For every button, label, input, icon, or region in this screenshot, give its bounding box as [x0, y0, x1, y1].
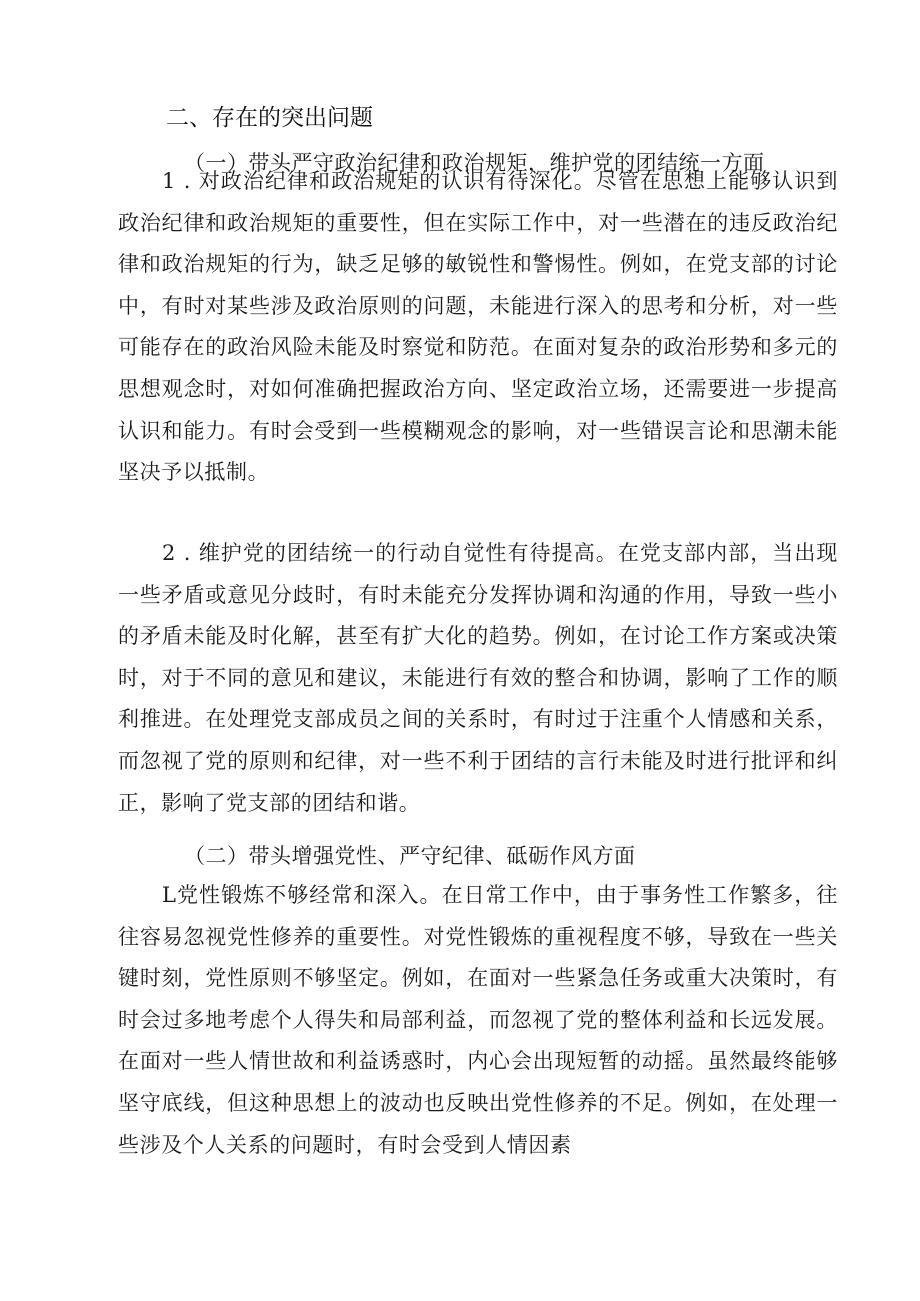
subsection-1-title: （一）带头严守政治纪律和政治规矩，维护党的团结统一方面: [184, 151, 765, 175]
section-title: 二、存在的突出问题: [166, 105, 373, 131]
subsection-2-title: （二）带头增强党性、严守纪律、砥砺作风方面: [184, 844, 636, 868]
paragraph-1-2: 2 . 维护党的团结统一的行动自觉性有待提高。在党支部内部，当出现一些矛盾或意见分歧时，有时未能充分发挥协调和沟通的作用，导致一些小的矛盾未能及时化解，甚至有扩大化的趋势。例如，在讨论工作方案或决策时，对于不同的意见和建议，未能进行有效的整合和协调，影响了工作的顺利推进。在处理党支部成员之间的关系时，有时过于注重个人情感和关系，而忽视了党的原则和纪律，对一些不利于团结的言行未能及时进行批评和纠正，影响了党支部的团结和谐。: [118, 541, 838, 815]
paragraph-2-1: L党性锻炼不够经常和深入。在日常工作中，由于事务性工作繁多，往往容易忽视党性修养的重要性。对党性锻炼的重视程度不够，导致在一些关键时刻，党性原则不够坚定。例如，在面对一些紧急任务或重大决策时，有时会过多地考虑个人得失和局部利益，而忽视了党的整体利益和长远发展。在面对一些人情世故和利益诱惑时，内心会出现短暂的动摇。虽然最终能够坚守底线，但这种思想上的波动也反映出党性修养的不足。例如，在处理一些涉及个人关系的问题时，有时会受到人情因素: [118, 883, 838, 1157]
paragraph-1-1: 1 . 对政治纪律和政治规矩的认识有待深化。尽管在思想上能够认识到政治纪律和政治规矩的重要性，但在实际工作中，对一些潜在的违反政治纪律和政治规矩的行为，缺乏足够的敏锐性和警惕性。例如，在党支部的讨论中，有时对某些涉及政治原则的问题，未能进行深入的思考和分析，对一些可能存在的政治风险未能及时察觉和防范。在面对复杂的政治形势和多元的思想观念时，对如何准确把握政治方向、坚定政治立场，还需要进一步提高认识和能力。有时会受到一些模糊观念的影响，对一些错误言论和思潮未能坚决予以抵制。: [118, 169, 838, 485]
